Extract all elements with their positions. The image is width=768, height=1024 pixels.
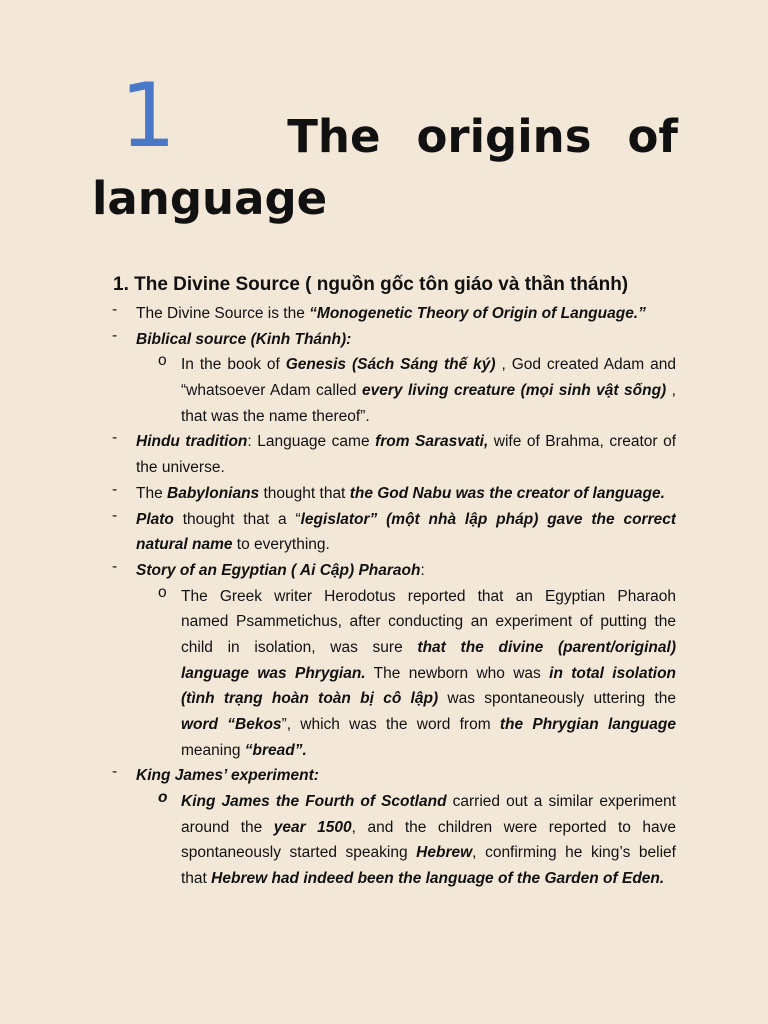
title-word: origins (416, 110, 592, 163)
text-run: , God created Adam and (495, 356, 676, 374)
dash-bullet: - (112, 506, 118, 524)
text-run: carried out a similar experiment (446, 793, 676, 811)
text-line (181, 866, 676, 892)
text-line (181, 815, 676, 841)
text-run: legislator” (một nhà lập pháp) gave the correct (300, 510, 676, 528)
text-run: every living creature (mọi sinh vật sống) (362, 382, 667, 400)
text-run: thought that (259, 484, 350, 502)
text-run: Hebrew (416, 844, 473, 862)
text-run: language was Phrygian. (181, 664, 366, 682)
text-run: spontaneously started speaking (181, 844, 417, 862)
text-run: , and the children were reported to have (351, 818, 676, 836)
dash-bullet: - (112, 301, 118, 318)
text-run: natural name (136, 536, 233, 554)
text-run: child in isolation, was sure (181, 638, 418, 656)
circle-bullet: o (158, 352, 167, 370)
text-line (181, 378, 676, 404)
title-word: of (627, 110, 678, 163)
text-run: to everything. (232, 536, 330, 554)
text-run: ”, which was the word from (281, 716, 500, 733)
dash-bullet: - (112, 429, 118, 447)
list-item (0, 301, 676, 327)
text-run: the God Nabu was the creator of language. (349, 484, 665, 502)
dash-bullet: - (112, 557, 118, 575)
text-run: year 1500 (273, 818, 352, 836)
text-line (181, 584, 676, 610)
sub-list-item (0, 789, 676, 892)
text-run: Babylonians (167, 484, 260, 502)
text-line (136, 455, 676, 481)
text-run: (tình trạng hoàn toàn bị cô lập) (181, 690, 439, 708)
text-line (136, 481, 676, 507)
text-line (181, 635, 676, 661)
text-run: The (136, 484, 168, 502)
text-run: from Sarasvati, (375, 433, 489, 451)
text-run: named Psammetichus, after conducting an experiment of putting the (181, 613, 676, 631)
text-run: Story of an Egyptian ( Ai Cập) Pharaoh (136, 561, 421, 579)
list-item (0, 507, 676, 558)
list-item (0, 327, 676, 353)
text-run: Genesis (Sách Sáng thế ký) (285, 356, 496, 374)
text-run: In the book of (181, 356, 286, 374)
text-line (181, 789, 676, 815)
list-item (0, 763, 676, 789)
text-line (181, 661, 676, 687)
text-run: Plato (136, 510, 174, 528)
text-line (136, 558, 676, 584)
circle-bullet: o (158, 789, 168, 807)
section-heading: 1. The Divine Source ( nguồn gốc tôn giáo và thần thánh) (113, 274, 629, 295)
list-item (0, 429, 676, 480)
text-run: that was the name thereof”. (181, 407, 370, 425)
text-run: “Monogenetic Theory of Origin of Language.” (309, 305, 646, 322)
text-run: “whatsoever Adam called (181, 382, 362, 400)
text-run: word “Bekos (181, 716, 282, 733)
chapter-number: 1 (120, 64, 176, 167)
dash-bullet: - (112, 480, 118, 498)
text-run: wife of Brahma, creator of (488, 433, 676, 451)
text-run: King James the Fourth of Scotland (181, 793, 447, 811)
text-run: that the divine (parent/original) (417, 638, 676, 656)
dash-bullet: - (112, 326, 118, 344)
chapter-title-line1 (92, 110, 678, 164)
text-line (136, 301, 676, 327)
text-run: The newborn who was (365, 664, 550, 682)
text-line (136, 763, 676, 789)
text-run: Hindu tradition (136, 433, 248, 451)
title-word: The (287, 110, 381, 163)
text-run: was spontaneously uttering the (438, 690, 676, 708)
text-line (181, 738, 676, 764)
text-run: The Divine Source is the (136, 305, 310, 322)
chapter-title-line2: language (92, 172, 328, 225)
text-line (181, 840, 676, 866)
text-run: the Phrygian language (499, 716, 676, 733)
text-run: “bread”. (244, 741, 307, 759)
text-run: in total isolation (549, 664, 676, 682)
text-line (181, 609, 676, 635)
text-line (181, 712, 676, 738)
text-line (136, 532, 676, 558)
list-item (0, 481, 676, 507)
text-run: King James’ experiment: (136, 767, 319, 785)
text-run: meaning (181, 741, 245, 759)
sub-list-item (0, 584, 676, 764)
text-line (181, 686, 676, 712)
text-run: , (666, 382, 676, 400)
text-line (136, 429, 676, 455)
document-body (0, 301, 768, 892)
circle-bullet: o (158, 583, 167, 601)
text-line (136, 507, 676, 533)
text-line (136, 327, 676, 353)
text-run: The Greek writer Herodotus reported that an Egyptian Pharaoh (181, 587, 676, 605)
text-line (181, 352, 676, 378)
sub-list-item (0, 352, 676, 429)
text-run: : (420, 561, 425, 579)
text-run: Hebrew had indeed been the language of the Garden of Eden. (211, 870, 665, 888)
text-run: around the (181, 818, 274, 836)
text-run: Biblical source (Kinh Thánh): (136, 330, 352, 348)
text-line (181, 404, 676, 430)
text-run: : Language came (247, 433, 376, 451)
text-run: that (181, 870, 212, 888)
text-run: the universe. (136, 459, 225, 477)
list-item (0, 558, 676, 584)
dash-bullet: - (112, 763, 118, 781)
text-run: , confirming he king’s belief (472, 844, 676, 862)
text-run: thought that a “ (173, 510, 301, 528)
